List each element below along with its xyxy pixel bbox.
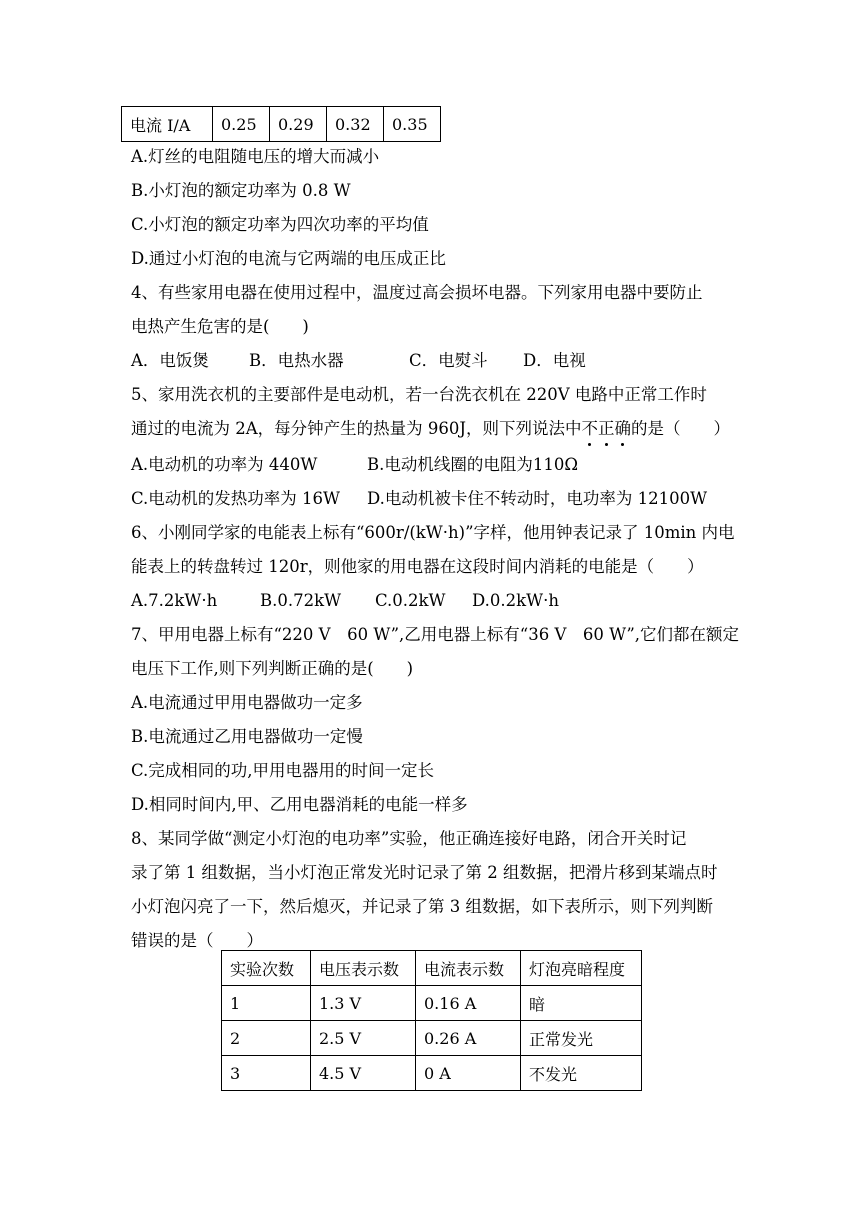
option-row: [131, 590, 559, 612]
table-cell: 3: [222, 1056, 311, 1091]
option-text: A.灯丝的电阻随电压的增大而减小: [131, 147, 380, 166]
option-text: B．电热水器: [249, 351, 344, 370]
option-text: A．电饭煲: [131, 351, 209, 370]
option-text: A.电流通过甲用电器做功一定多: [131, 693, 363, 712]
table-row: [222, 986, 642, 1021]
table-cell: 0.29: [270, 107, 327, 142]
table-header: 电流表示数: [416, 951, 521, 986]
question-stem: 错误的是（ ）: [131, 931, 263, 950]
option-text: D．电视: [523, 351, 586, 370]
table-cell: 0 A: [416, 1056, 521, 1091]
question-stem: 7、甲用电器上标有“220 V 60 W”,乙用电器上标有“36 V 60 W”,它们都在额定: [131, 625, 740, 644]
option-text: B.小灯泡的额定功率为 0.8 W: [131, 181, 351, 200]
experiment-table: [221, 950, 642, 1091]
option-text: C.完成相同的功,甲用电器用的时间一定长: [131, 761, 435, 780]
table-cell: 0.32: [327, 107, 384, 142]
table-cell: 4.5 V: [311, 1056, 416, 1091]
option-text: C．电熨斗: [409, 351, 488, 370]
option-text: D.通过小灯泡的电流与它两端的电压成正比: [131, 249, 446, 268]
option-text: B.0.72kW: [260, 591, 342, 610]
table-cell: 1.3 V: [311, 986, 416, 1021]
question-stem: 能表上的转盘转过 120r，则他家的用电器在这段时间内消耗的电能是（ ）: [131, 557, 704, 576]
option-text: C.0.2kW: [375, 591, 446, 610]
table-cell: 正常发光: [521, 1021, 642, 1056]
table-cell: 不发光: [521, 1056, 642, 1091]
stem-text: 的是（ ）: [631, 419, 731, 438]
table-header: 电压表示数: [311, 951, 416, 986]
table-cell: 0.26 A: [416, 1021, 521, 1056]
question-stem: 录了第 1 组数据，当小灯泡正常发光时记录了第 2 组数据，把滑片移到某端点时: [131, 863, 718, 882]
table-cell: 0.35: [384, 107, 441, 142]
option-row: [131, 488, 707, 510]
question-stem: 电热产生危害的是( ): [131, 317, 309, 336]
option-row: [131, 454, 578, 476]
table-header: 灯泡亮暗程度: [521, 951, 642, 986]
table-row: [222, 1056, 642, 1091]
option-text: B.电流通过乙用电器做功一定慢: [131, 727, 363, 746]
question-stem: 电压下工作,则下列判断正确的是( ): [131, 659, 414, 678]
table-row: [122, 107, 441, 142]
question-stem: 6、小刚同学家的电能表上标有“600r/(kW·h)”字样，他用钟表记录了 10min 内电: [131, 523, 735, 542]
table-cell: 1: [222, 986, 311, 1021]
question-stem: 8、某同学做“测定小灯泡的电功率”实验，他正确连接好电路，闭合开关时记: [131, 829, 687, 848]
option-text: D.0.2kW·h: [472, 591, 559, 610]
question-stem: 小灯泡闪亮了一下，然后熄灭，并记录了第 3 组数据，如下表所示，则下列判断: [131, 897, 713, 916]
table-header: 实验次数: [222, 951, 311, 986]
option-text: C.电动机的发热功率为 16W: [131, 489, 340, 508]
emphasis-char: 正: [598, 419, 615, 438]
emphasis-char: 确: [614, 419, 632, 438]
table-cell: 电流 I/A: [122, 107, 213, 142]
table-cell: 2: [222, 1021, 311, 1056]
question-stem: [131, 418, 730, 440]
option-row: [131, 350, 586, 372]
question-stem: 5、家用洗衣机的主要部件是电动机，若一台洗衣机在 220V 电路中正常工作时: [131, 385, 707, 404]
table-header-row: [222, 951, 642, 986]
table-cell: 0.25: [213, 107, 270, 142]
table-cell: 2.5 V: [311, 1021, 416, 1056]
option-text: A.电动机的功率为 440W: [131, 455, 318, 474]
current-table: [121, 106, 441, 142]
table-row: [222, 1021, 642, 1056]
option-text: A.7.2kW·h: [131, 591, 218, 610]
table-cell: 暗: [521, 986, 642, 1021]
question-stem: 4、有些家用电器在使用过程中，温度过高会损坏电器。下列家用电器中要防止: [131, 283, 703, 302]
emphasis-char: 不: [581, 419, 599, 438]
table-cell: 0.16 A: [416, 986, 521, 1021]
option-text: C.小灯泡的额定功率为四次功率的平均值: [131, 215, 429, 234]
option-text: D.电动机被卡住不转动时，电功率为 12100W: [367, 489, 708, 508]
option-text: B.电动机线圈的电阻为110Ω: [367, 455, 579, 474]
stem-text: 通过的电流为 2A，每分钟产生的热量为 960J，则下列说法中: [131, 419, 582, 438]
option-text: D.相同时间内,甲、乙用电器消耗的电能一样多: [131, 795, 468, 814]
